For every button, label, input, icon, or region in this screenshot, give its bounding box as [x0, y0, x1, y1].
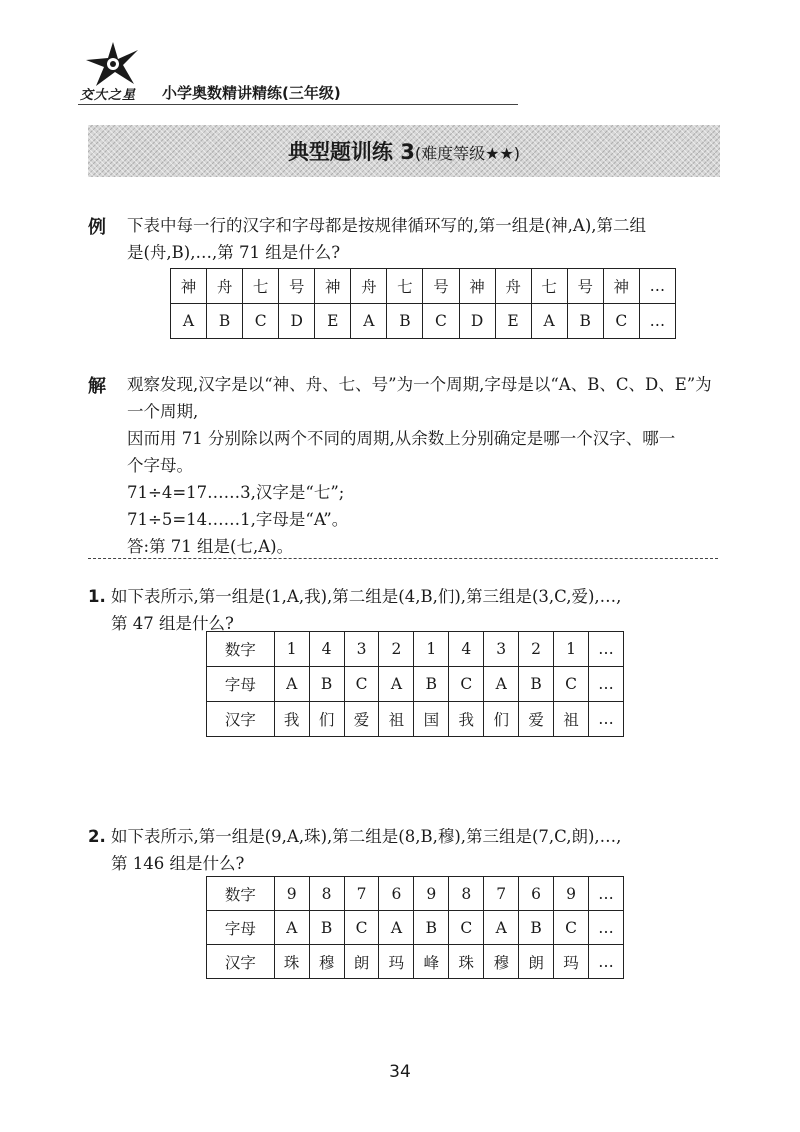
table-cell: 我: [274, 702, 309, 737]
table-cell: B: [387, 304, 423, 339]
table-cell: 神: [603, 269, 639, 304]
table-cell: B: [207, 304, 243, 339]
table-cell: A: [379, 667, 414, 702]
table-cell: B: [414, 667, 449, 702]
star-logo-icon: [82, 40, 144, 88]
table-cell: 1: [554, 632, 589, 667]
table-cell: D: [279, 304, 315, 339]
table-cell: 6: [519, 877, 554, 911]
table-cell: 祖: [379, 702, 414, 737]
header-divider: [78, 104, 518, 105]
table-cell: 神: [315, 269, 351, 304]
table-cell: 玛: [379, 945, 414, 979]
table-cell: 珠: [449, 945, 484, 979]
table-cell: 号: [279, 269, 315, 304]
table-cell: 1: [414, 632, 449, 667]
section-title: [288, 136, 520, 166]
difficulty-label: (难度等级★★): [414, 144, 521, 163]
table-cell: A: [531, 304, 567, 339]
table-cell: C: [449, 667, 484, 702]
table-cell: 3: [484, 632, 519, 667]
table-row: [207, 911, 624, 945]
table-cell: 七: [531, 269, 567, 304]
table-cell: 祖: [554, 702, 589, 737]
table-cell: …: [589, 911, 624, 945]
question-1-table: [206, 631, 624, 737]
question-2-table: [206, 876, 624, 979]
solution-line: 71÷5=14……1,字母是“A”。: [127, 510, 349, 529]
solution-tag: 解: [88, 376, 106, 397]
table-cell: …: [589, 667, 624, 702]
table-cell: 9: [414, 877, 449, 911]
example-line: 下表中每一行的汉字和字母都是按规律循环写的,第一组是(神,A),第二组: [127, 216, 647, 235]
table-cell: 们: [484, 702, 519, 737]
table-cell: B: [309, 911, 344, 945]
table-cell: 4: [449, 632, 484, 667]
example-table: [170, 268, 676, 339]
solution-line: 答:第 71 组是(七,A)。: [127, 537, 294, 556]
table-cell: E: [315, 304, 351, 339]
table-cell: C: [603, 304, 639, 339]
table-cell: 9: [554, 877, 589, 911]
question-number: 2.: [88, 827, 106, 846]
table-cell: 舟: [351, 269, 387, 304]
table-cell: 数字: [207, 632, 275, 667]
table-cell: …: [639, 304, 675, 339]
table-cell: 舟: [207, 269, 243, 304]
brand-name: 交大之星: [80, 88, 137, 103]
question-line: 如下表所示,第一组是(9,A,珠),第二组是(8,B,穆),第三组是(7,C,朗),…,: [111, 827, 622, 846]
table-cell: C: [344, 667, 379, 702]
table-cell: A: [484, 667, 519, 702]
page-header: [78, 40, 518, 102]
table-cell: 2: [519, 632, 554, 667]
table-cell: 国: [414, 702, 449, 737]
table-cell: B: [309, 667, 344, 702]
table-cell: C: [554, 667, 589, 702]
table-cell: 8: [309, 877, 344, 911]
table-cell: B: [414, 911, 449, 945]
table-cell: A: [274, 667, 309, 702]
table-cell: 汉字: [207, 945, 275, 979]
table-cell: B: [519, 667, 554, 702]
solution-line: 一个周期,: [127, 402, 199, 421]
table-cell: 7: [344, 877, 379, 911]
table-cell: 8: [449, 877, 484, 911]
table-row: [207, 877, 624, 911]
question-line: 如下表所示,第一组是(1,A,我),第二组是(4,B,们),第三组是(3,C,爱),…,: [111, 587, 622, 606]
table-cell: 号: [567, 269, 603, 304]
example-text: [127, 212, 646, 266]
table-cell: 神: [171, 269, 207, 304]
table-cell: C: [344, 911, 379, 945]
table-cell: 9: [274, 877, 309, 911]
table-cell: 们: [309, 702, 344, 737]
table-cell: 4: [309, 632, 344, 667]
table-cell: C: [449, 911, 484, 945]
table-row: [207, 667, 624, 702]
example-tag: 例: [88, 217, 106, 238]
table-cell: 汉字: [207, 702, 275, 737]
table-cell: …: [639, 269, 675, 304]
table-cell: …: [589, 702, 624, 737]
table-cell: 玛: [554, 945, 589, 979]
page-number: 34: [389, 1062, 411, 1082]
table-cell: C: [243, 304, 279, 339]
question-1: [88, 583, 621, 637]
table-row: [171, 304, 676, 339]
table-cell: 穆: [309, 945, 344, 979]
table-cell: A: [484, 911, 519, 945]
section-divider: [88, 558, 718, 559]
table-cell: A: [379, 911, 414, 945]
table-cell: A: [351, 304, 387, 339]
table-cell: 七: [387, 269, 423, 304]
table-cell: C: [554, 911, 589, 945]
table-cell: A: [274, 911, 309, 945]
question-line: 第 146 组是什么?: [111, 854, 245, 873]
table-row: [207, 702, 624, 737]
table-cell: E: [495, 304, 531, 339]
section-title-main: 典型题训练 3: [287, 140, 415, 164]
table-cell: 字母: [207, 911, 275, 945]
table-cell: 3: [344, 632, 379, 667]
example-line: 是(舟,B),…,第 71 组是什么?: [127, 243, 341, 262]
table-cell: 我: [449, 702, 484, 737]
section-banner: [88, 125, 720, 177]
table-cell: 朗: [344, 945, 379, 979]
table-cell: 1: [274, 632, 309, 667]
table-cell: …: [589, 945, 624, 979]
table-cell: 朗: [519, 945, 554, 979]
table-cell: 数字: [207, 877, 275, 911]
table-cell: 神: [459, 269, 495, 304]
table-row: [207, 632, 624, 667]
question-2: [88, 823, 621, 877]
table-row: [171, 269, 676, 304]
table-cell: …: [589, 877, 624, 911]
solution-line: 观察发现,汉字是以“神、舟、七、号”为一个周期,字母是以“A、B、C、D、E”为: [127, 375, 712, 394]
table-cell: …: [589, 632, 624, 667]
book-title: 小学奥数精讲精练(三年级): [162, 84, 341, 102]
table-cell: 爱: [519, 702, 554, 737]
question-number: 1.: [88, 587, 106, 606]
solution-line: 个字母。: [127, 456, 193, 475]
table-cell: 号: [423, 269, 459, 304]
table-cell: C: [423, 304, 459, 339]
solution-line: 71÷4=17……3,汉字是“七”;: [127, 483, 345, 502]
table-cell: D: [459, 304, 495, 339]
question-line: 第 47 组是什么?: [111, 614, 234, 633]
table-cell: 2: [379, 632, 414, 667]
table-cell: 穆: [484, 945, 519, 979]
table-cell: 7: [484, 877, 519, 911]
table-cell: 字母: [207, 667, 275, 702]
table-cell: 七: [243, 269, 279, 304]
solution-text: [127, 371, 712, 560]
table-row: [207, 945, 624, 979]
table-cell: B: [519, 911, 554, 945]
solution-line: 因而用 71 分别除以两个不同的周期,从余数上分别确定是哪一个汉字、哪一: [127, 429, 676, 448]
table-cell: 珠: [274, 945, 309, 979]
table-cell: 6: [379, 877, 414, 911]
table-cell: 爱: [344, 702, 379, 737]
table-cell: 舟: [495, 269, 531, 304]
table-cell: A: [171, 304, 207, 339]
table-cell: 峰: [414, 945, 449, 979]
table-cell: B: [567, 304, 603, 339]
